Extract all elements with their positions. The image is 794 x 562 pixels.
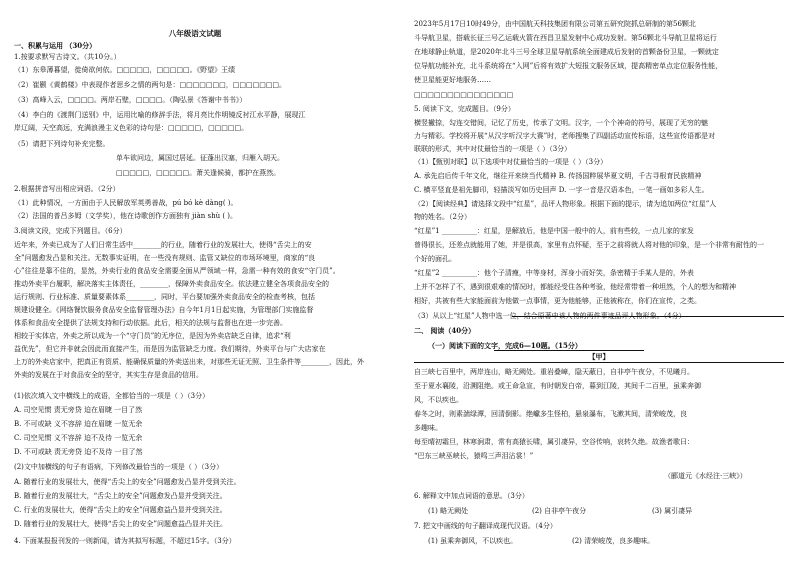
q3-sub1-option: D. 不可或缺 责无旁贷 迫不及待 一目了然 bbox=[14, 448, 143, 456]
q3-paragraph-line: 外卖的发展在于对食品安全的坚守，其实生存是食品的信用。 bbox=[14, 371, 203, 379]
q3-sub1-option: A. 司空见惯 责无旁贷 迫在眉睫 一目了然 bbox=[14, 406, 143, 414]
part1-heading: （一）阅读下面的文字，完成6—10题。（15分） bbox=[428, 341, 582, 350]
red-star-1-line: “红星”1 __________：红星，是解放后，他是中国一般中的人，前有些较，一点儿家的家发 bbox=[414, 227, 694, 235]
q7-item: (1) 虽乘奔御风，不以疾也。 bbox=[428, 537, 518, 545]
q2-item: （2）法国的普吕多姆（文学奖），他在诗歌创作方面独有 jiàn shù ( )。 bbox=[14, 212, 238, 220]
q5-option-row: A. 承先启后传千年文化，继往开来续当代精神 B. 传扬国粹展华夏文明，千古寻根育民族精神 bbox=[414, 172, 702, 180]
classical-line: 春冬之时，则素湍绿潭，回清倒影。绝巘多生怪柏，悬泉瀑布，飞漱其间，清荣峻茂，良 bbox=[414, 410, 687, 418]
q3-paragraph-line: 益优先”，但它并非就会因此而直接产生，而是因为监管缺乏力度。我们期待，外卖平台与广大店家在 bbox=[14, 345, 326, 353]
section1-heading: 一、积累与运用 （30分） bbox=[14, 41, 97, 50]
q6-word: (1) 略无阙处 bbox=[428, 507, 469, 515]
q3-sub2-option: D. 随着行业的发展壮大，使得“舌尖上的安全”问题愈益凸显并关注。 bbox=[14, 520, 227, 528]
red-star-1-line: 个好的面孔。 bbox=[414, 255, 456, 263]
q3-paragraph-line: 体系和食品安全提供了法规支持和行动依据。此后，相关的法规与监督也在进一步完善。 bbox=[14, 319, 287, 327]
news-line: 位导航功能补充，北斗系统将在“入网”后将有效扩大短报文服务区域，提高精密单点定位服务性能， bbox=[414, 62, 723, 70]
q2-item: （1）此种情况，一方面由于人民解放军英勇善战，pú bó kè dàng( )。 bbox=[14, 199, 238, 207]
news-line: 在地球静止轨道，是2020年北斗三号全球卫星导航系统全面建成后发射的首颗备份卫星，一颗就定 bbox=[414, 48, 719, 56]
heading-underline bbox=[494, 350, 644, 351]
q1-item: （2）崔颢《黄鹤楼》中表现作者思乡之情的两句是：□□□□□□□，□□□□□□□。 bbox=[14, 81, 287, 89]
section-divider bbox=[512, 316, 784, 317]
q3-sub2-option: B. 随着行业的发展壮大，“舌尖上的安全”问题愈发凸显并受到关注。 bbox=[14, 492, 227, 500]
q3-sub1-option: B. 不可或缺 义不容辞 迫在眉睫 一览无余 bbox=[14, 420, 143, 428]
q3-paragraph-line: 运行规则、行业标准、质量要素体系________，同时，平台要加强外卖食品安全的检查考核，包括 bbox=[14, 293, 315, 301]
passage-top-rule bbox=[414, 362, 784, 363]
q3-paragraph-line: 规建设健全。《网络餐饮服务食品安全监督管理办法》自今年1月1日起实施，为管理部门实施监督 bbox=[14, 306, 314, 314]
red-star-2-line: “红星”2 __________：他个子清瘦，中等身材，浑身小而好笑，条密精于手某人是的，外表 bbox=[414, 269, 694, 277]
q1-item: （5）请把下列诗句补充完整。 bbox=[14, 140, 110, 148]
news-line: 使卫星能更好地服务…… bbox=[414, 76, 491, 84]
classical-line: 多趣味。 bbox=[414, 424, 442, 432]
q5-sub3-stem: （3）从以上“红星”人物中选一位，结合原著中该人物的两件事迹品评人物形象。（4分） bbox=[414, 312, 686, 320]
q6-word: (3) 属引凄异 bbox=[652, 507, 693, 515]
q2-stem: 2.根据拼音写出相应词语。（2分） bbox=[14, 185, 120, 193]
news-line: 斗导航卫星，搭载长征三号乙运载火箭在西昌卫星发射中心成功发射。第56颗北斗导航卫星将运行 bbox=[414, 34, 717, 42]
q6-stem: 6. 解释文中加点词语的意思。（3分） bbox=[414, 492, 529, 500]
q3-sub1-option: C. 司空见惯 义不容辞 迫不及待 一览无余 bbox=[14, 434, 143, 442]
q3-paragraph-line: 推动外卖平台履职，解决落实主体责任，________，保障外卖食品安全。依法建立健全各项食品安全的 bbox=[14, 280, 329, 288]
q1-item: （4）李白的《渡荆门送别》中，运用比喻的修辞手法，将月亮比作明镜反衬江水平静，展现江 bbox=[14, 111, 306, 119]
q1-stem: 1.按要求默写古诗文。（共10分。） bbox=[14, 53, 121, 61]
section2-heading: 二、 阅读（40分） bbox=[414, 326, 476, 335]
q4-stem: 4. 下面某报报刊发的一则新闻，请为其拟写标题，不超过15字。（3分） bbox=[14, 537, 236, 545]
q5-sub1-stem: （1）【甄别对联】以下选项中对仗最恰当的一项是（ ）（3分） bbox=[414, 158, 608, 166]
q5-sub2-stem: （2）【阅读经典】请选择文段中“红星”，品评人物形象。根据下面的提示，请为追加两位“红星”人 bbox=[414, 200, 717, 208]
right-column bbox=[414, 0, 784, 562]
q3-paragraph-line: 心”往往是靠不住的，显然，外卖行业的食品安全需要全面从严领域一样，急需一种有效的食安“守门员”。 bbox=[14, 267, 340, 275]
q5-option-row: C. 横平竖直是祖先脚印，轻描淡写如历史回声 D. 一字一音是汉语本色，一笔一画如多彩人生。 bbox=[414, 186, 709, 194]
news-title-answer-box[interactable]: □□□□□□□□□□□□□□□ bbox=[414, 91, 514, 99]
q3-sub2-option: A. 随着行业的发展壮大，使得“舌尖上的安全”问题愈发凸显并受到关注。 bbox=[14, 478, 241, 486]
passage-source: （郦道元《水经注·三峡》） bbox=[664, 472, 747, 480]
red-star-2-line: 上并不怎样了不，遇到很艰难的情况时，都能经受住各种考验，他经常带着一种坦然，个人的想为和精神 bbox=[414, 283, 736, 291]
q1-item: （1）东皋薄暮望，徙倚欲何依。□□□□□，□□□□□。《野望》王绩 bbox=[14, 66, 236, 74]
q3-stem: 3.阅读文段，完成下列题目。（6分） bbox=[14, 227, 127, 235]
q5-stem: 5. 阅读下文，完成题目。（9分） bbox=[414, 105, 515, 113]
classical-line: 自三峡七百里中，两岸连山，略无阙处。重岩叠嶂，隐天蔽日，自非亭午夜分，不见曦月。 bbox=[414, 368, 694, 376]
classical-line: 风，不以疾也。 bbox=[414, 396, 463, 404]
passage-jia-label: 【甲】 bbox=[588, 352, 610, 361]
q1-item: （3）高峰入云，□□□□。两岸石壁，□□□□。（陶弘景《答谢中书书》） bbox=[14, 96, 247, 104]
red-star-1-line: 曾得很长，还差点就能用了她，并是很高，家里有点怀疑，至于之前将就人将对他的印象，是一个非常有耐性的一 bbox=[414, 241, 764, 249]
classical-line: 每至晴初霜旦，林寒涧肃，常有高猿长啸，属引凄异，空谷传响，哀转久绝。故渔者歌曰： bbox=[414, 438, 694, 446]
q3-paragraph-line: 上万的外卖店家中，把真正有资质、能确保质量的外卖送出来，对那些无证无照、卫生条件等________，因此，外 bbox=[14, 358, 364, 366]
page-title: 八年级语文试题 bbox=[168, 29, 222, 38]
classical-line: “巴东三峡巫峡长，猿鸣三声泪沾裳！” bbox=[414, 452, 534, 460]
q1-item: 岸辽阔，天空高远，充满浪漫主义色彩的诗句是：□□□□□，□□□□□。 bbox=[14, 124, 249, 132]
q7-item: (2) 清荣峻茂，良多趣味。 bbox=[572, 537, 655, 545]
q3-sub2-option: C. 行业的发展壮大，使得“舌尖上的安全”问题愈益凸显并受到关注。 bbox=[14, 506, 227, 514]
q3-sub2-stem: (2)文中加横线的句子有语病，下列修改最恰当的一项是（ ）（3分） bbox=[14, 463, 224, 471]
q5-paragraph-line: 联联的形式，其中对仗最恰当的一项是（ ）（3分） bbox=[414, 145, 572, 153]
news-line: 2023年5月17日10时49分，由中国航天科技集团有限公司第五研究院抓总研制的第56颗北 bbox=[414, 20, 696, 28]
q3-paragraph-line: 全”问题愈发凸显和关注。无数事实证明，在一些没有规则、监管又缺位的市场环境里，商家的“良 bbox=[14, 254, 316, 262]
q3-sub1-stem: (1)依次填入文中横线上的成语，全都恰当的一项是（ ）（3分） bbox=[14, 392, 210, 400]
classical-line: 至于夏水襄陵，沿溯阻绝。或王命急宣，有时朝发白帝，暮到江陵，其间千二百里，虽乘奔御 bbox=[414, 382, 701, 390]
red-star-2-line: 相好，共被有些大家能面前为他做一点事情，更为他能够，正他被称在，你们在宣传，之类。 bbox=[414, 297, 701, 305]
left-column bbox=[14, 0, 376, 562]
poem-line: □□□□□，□□□□□。萧关逢候骑，都护在燕然。 bbox=[116, 169, 281, 177]
q5-paragraph-line: 力与精彩。学校将开展“从汉字听汉字大赛”时，老师搜集了四副活动宣传标语，这些宣传语都是对 bbox=[414, 132, 716, 140]
q7-stem: 7. 把文中画线的句子翻译成现代汉语。（4分） bbox=[414, 522, 557, 530]
q3-paragraph-line: 近年来，外卖已成为了人们日常生活中________的行业，随着行业的发展壮大，使得“舌尖上的安 bbox=[14, 241, 312, 249]
q5-paragraph-line: 横竖撇捺，勾连交错间，记忆了历史，传承了文明。汉字，一个个神奇的符号，展现了无穷的魅 bbox=[414, 119, 708, 127]
q6-word: (2) 自非亭午夜分 bbox=[532, 507, 587, 515]
q3-paragraph-line: 相较于实体店，外卖之所以成为一个“守门员”的无序位，是因为外卖店缺乏自律，追求“利 bbox=[14, 332, 291, 340]
q5-sub2-stem: 物的姓名。（2分） bbox=[414, 213, 471, 221]
poem-line: 单车欲问边，属国过居延。征蓬出汉塞，归雁入胡天。 bbox=[116, 154, 284, 162]
